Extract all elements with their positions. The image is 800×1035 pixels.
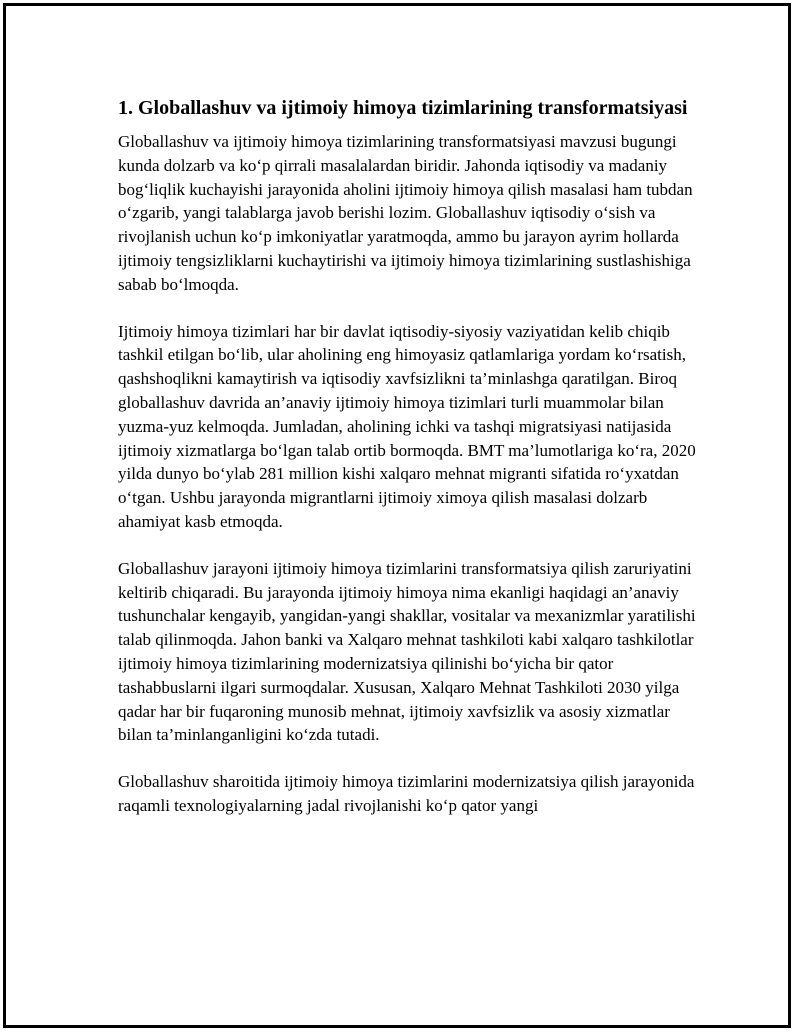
document-body <box>118 94 708 841</box>
paragraph-3: Globallashuv jarayoni ijtimoiy himoya tizimlarini transformatsiya qilish zaruriyatini keltirib chiqaradi. Bu jarayonda ijtimoiy himoya nima ekanligi haqidagi an’anaviy tushunchalar kengayib, yangidan-yangi shakllar, vositalar va mexanizmlar yaratilishi talab qilinmoqda. Jahon banki va Xalqaro mehnat tashkiloti kabi xalqaro tashkilotlar ijtimoiy himoya tizimlarining modernizatsiya qilinishi bo‘yicha bir qator tashabbuslarni ilgari surmoqdalar. Xususan, Xalqaro Mehnat Tashkiloti 2030 yilga qadar har bir fuqaroning munosib mehnat, ijtimoiy xavfsizlik va asosiy xizmatlar bilan ta’minlanganligini ko‘zda tutadi. <box>118 558 696 745</box>
paragraph-4: Globallashuv sharoitida ijtimoiy himoya tizimlarini modernizatsiya qilish jarayonida raqamli texnologiyalarning jadal rivojlanishi ko‘p qator yangi <box>118 772 695 815</box>
paragraph-1: Globallashuv va ijtimoiy himoya tizimlarining transformatsiyasi mavzusi bugungi kunda dolzarb va ko‘p qirrali masalalardan biridir. Jahonda iqtisodiy va madaniy bog‘liqlik kuchayishi jarayonida aholini ijtimoiy himoya qilish masalasi ham tubdan o‘zgarib, yangi talablarga javob berishi lozim. Globallashuv iqtisodiy o‘sish va rivojlanish uchun ko‘p imkoniyatlar yaratmoqda, ammo bu jarayon ayrim hollarda ijtimoiy tengsizliklarni kuchaytirishi va ijtimoiy himoya tizimlarining sustlashishiga sabab bo‘lmoqda. <box>118 132 693 294</box>
section-heading: 1. Globallashuv va ijtimoiy himoya tizimlarining transformatsiyasi <box>118 97 688 119</box>
paragraph-2: Ijtimoiy himoya tizimlari har bir davlat iqtisodiy-siyosiy vaziyatidan kelib chiqib tashkil etilgan bo‘lib, ular aholining eng himoyasiz qatlamlariga yordam ko‘rsatish, qashshoqlikni kamaytirish va iqtisodiy xavfsizlikni ta’minlashga qaratilgan. Biroq globallashuv davrida an’anaviy ijtimoiy himoya tizimlari turli muammolar bilan yuzma-yuz kelmoqda. Jumladan, aholining ichki va tashqi migratsiyasi natijasida ijtimoiy xizmatlarga bo‘lgan talab ortib bormoqda. BMT ma’lumotlariga ko‘ra, 2020 yilda dunyo bo‘ylab 281 million kishi xalqaro mehnat migranti sifatida ro‘yxatdan o‘tgan. Ushbu jarayonda migrantlarni ijtimoiy ximoya qilish masalasi dolzarb ahamiyat kasb etmoqda. <box>118 321 696 531</box>
